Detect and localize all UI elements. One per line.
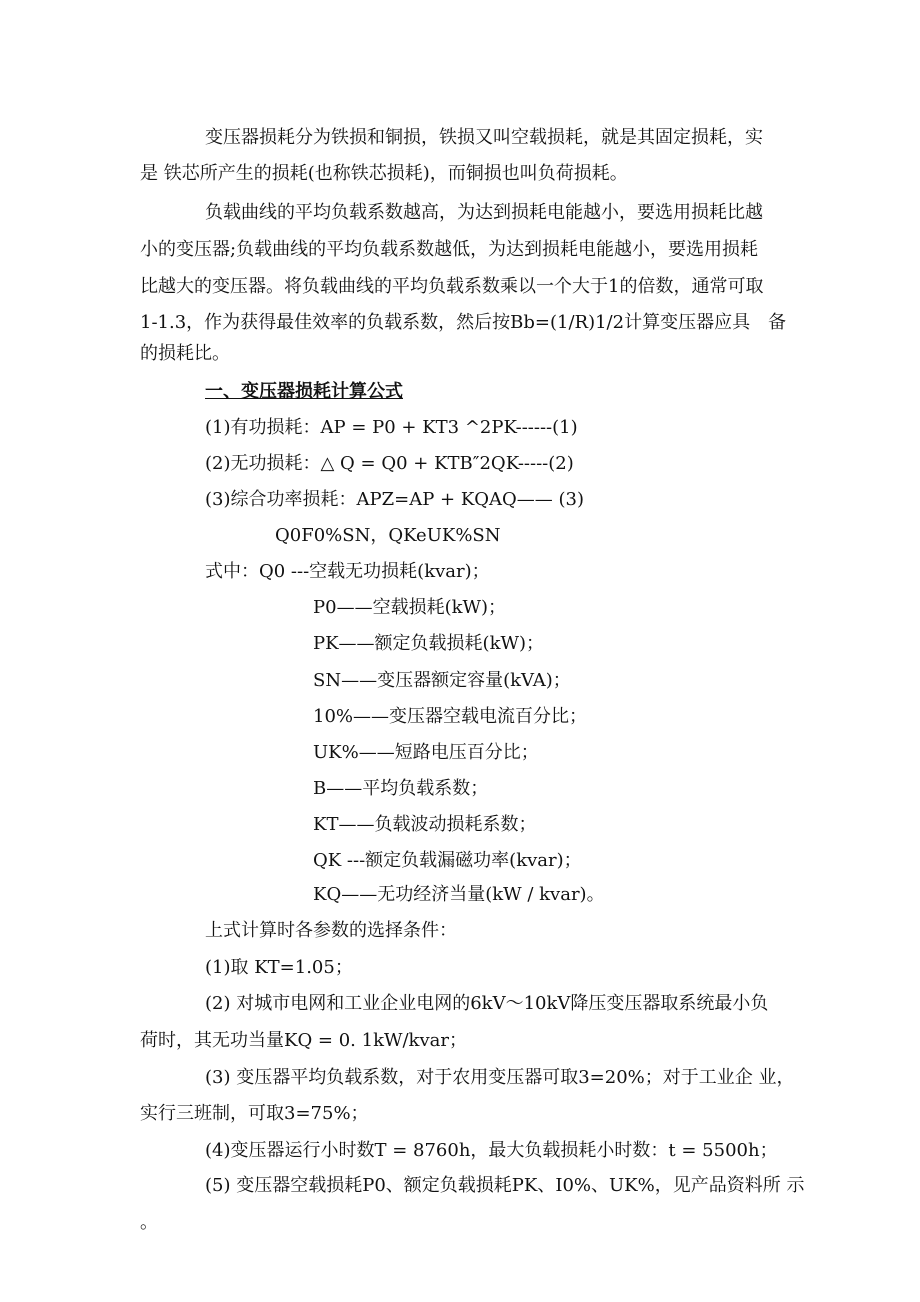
paragraph-line: 变压器损耗分为铁损和铜损，铁损又叫空载损耗，就是其固定损耗，实 bbox=[205, 127, 763, 148]
definition-item: KQ——无功经济当量(kW / kvar)。 bbox=[313, 884, 605, 905]
paragraph-line: 比越大的变压器。将负载曲线的平均负载系数乘以一个大于1的倍数，通常可取 bbox=[140, 276, 764, 297]
section-heading: 一、变压器损耗计算公式 bbox=[205, 381, 403, 402]
definition-item: SN——变压器额定容量(kVA)； bbox=[313, 670, 571, 691]
formula-line: (1)有功损耗：AP = P0 + KT3 ^2PK------(1) bbox=[205, 417, 578, 438]
condition-line: (2) 对城市电网和工业企业电网的6kV〜10kV降压变压器取系统最小负 bbox=[205, 993, 769, 1014]
condition-line: (5) 变压器空载损耗P0、额定负载损耗PK、I0%、UK%，见产品资料所 示 bbox=[205, 1175, 805, 1196]
condition-line: (3) 变压器平均负载系数，对于农用变压器可取3=20%；对于工业企 业， bbox=[205, 1067, 795, 1088]
formula-line: (3)综合功率损耗：APZ=AP + KQAQ—— (3) bbox=[205, 489, 585, 510]
condition-line: 。 bbox=[140, 1212, 158, 1233]
condition-line: (4)变压器运行小时数T = 8760h，最大负载损耗小时数：t = 5500h； bbox=[205, 1140, 778, 1161]
formula-sub: Q0F0%SN，QKeUK%SN bbox=[275, 525, 501, 546]
definition-item: PK——额定负载损耗(kW)； bbox=[313, 633, 545, 654]
definition-item: UK%——短路电压百分比； bbox=[313, 742, 539, 763]
conditions-label: 上式计算时各参数的选择条件： bbox=[205, 920, 457, 941]
condition-line: 荷时，其无功当量KQ = 0. 1kW/kvar； bbox=[140, 1030, 467, 1051]
paragraph-line: 小的变压器;负载曲线的平均负载系数越低，为达到损耗电能越小，要选用损耗 bbox=[140, 239, 759, 260]
condition-line: (1)取 KT=1.05； bbox=[205, 957, 353, 978]
definition-item: QK ---额定负载漏磁功率(kvar)； bbox=[313, 850, 582, 871]
where-label: 式中：Q0 ---空载无功损耗(kvar)； bbox=[205, 561, 490, 582]
paragraph-line: 1-1.3，作为获得最佳效率的负载系数，然后按Bb=(1/R)1/2计算变压器应具 备 bbox=[140, 312, 787, 333]
definition-item: P0——空载损耗(kW)； bbox=[313, 597, 507, 618]
definition-item: KT——负载波动损耗系数； bbox=[313, 814, 537, 835]
formula-line: (2)无功损耗：△ Q = Q0 + KTB″2QK-----(2) bbox=[205, 453, 574, 474]
paragraph-line: 是 铁芯所产生的损耗(也称铁芯损耗)，而铜损也叫负荷损耗。 bbox=[140, 163, 628, 184]
definition-item: B——平均负载系数； bbox=[313, 778, 489, 799]
paragraph-line: 负载曲线的平均负载系数越高，为达到损耗电能越小，要选用损耗比越 bbox=[205, 202, 763, 223]
condition-line: 实行三班制，可取3=75%； bbox=[140, 1103, 369, 1124]
paragraph-line: 的损耗比。 bbox=[140, 343, 230, 364]
definition-item: 10%——变压器空载电流百分比； bbox=[313, 706, 588, 727]
